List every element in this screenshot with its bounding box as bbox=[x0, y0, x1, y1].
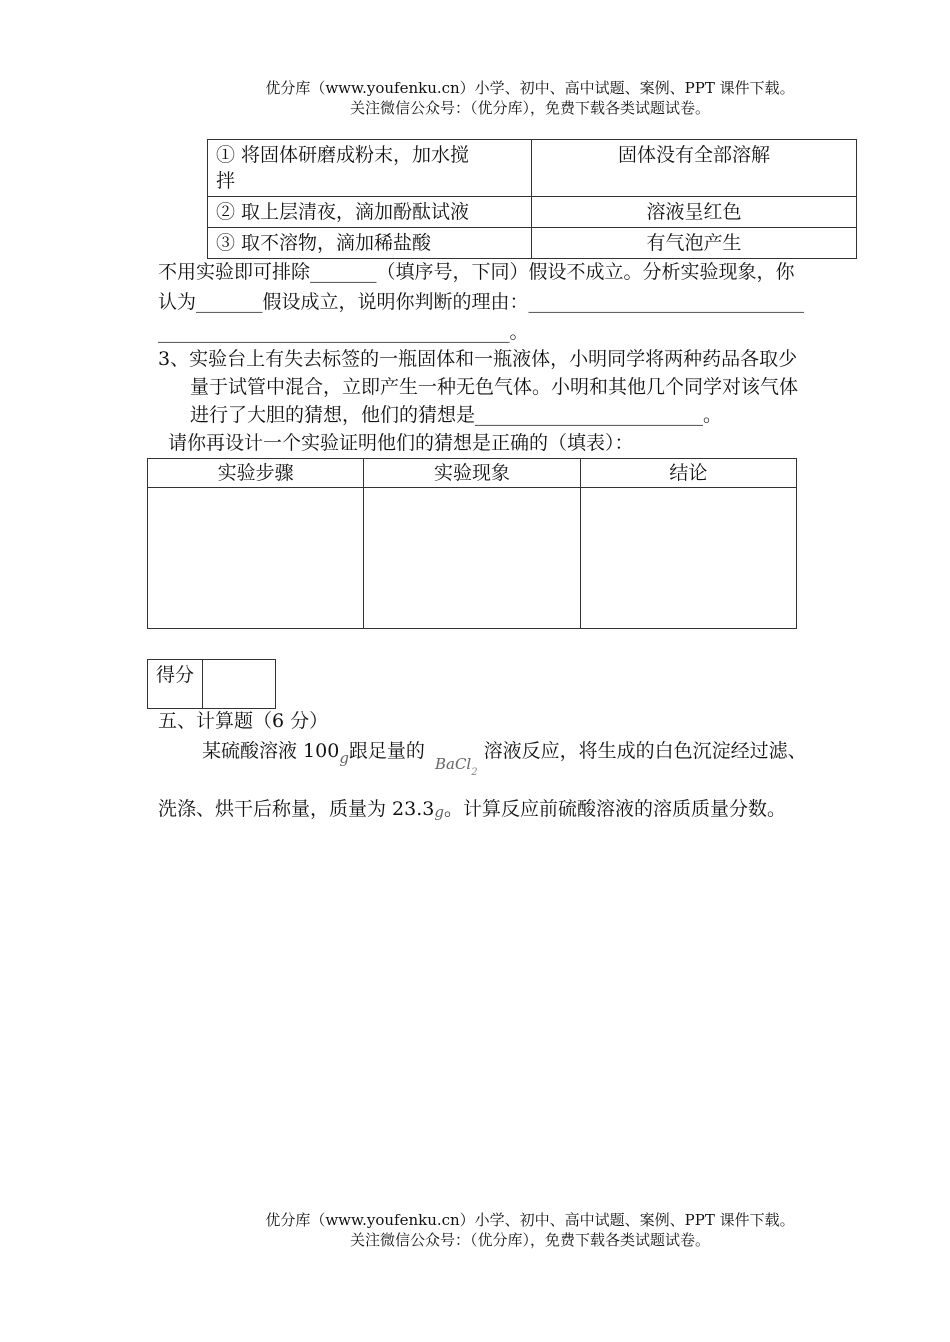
q2-line-3: _____________________________________。 bbox=[158, 321, 529, 343]
blank-cell[interactable] bbox=[364, 488, 580, 629]
unit-g: g bbox=[434, 803, 444, 821]
table-row bbox=[208, 228, 857, 259]
q3-line-2: 量于试管中混合，立即产生一种无色气体。小明和其他几个同学对该气体 bbox=[190, 376, 799, 398]
section5-title: 五、计算题（6 分） bbox=[158, 710, 329, 732]
step-cell: ① 将固体研磨成粉末，加水搅 拌 bbox=[208, 140, 532, 197]
table-row bbox=[148, 488, 797, 629]
experiment-table bbox=[207, 139, 857, 259]
table-header-row bbox=[148, 459, 797, 488]
section5-paragraph-line-1: 某硫酸溶液 $100_g$跟足量的 $_{BaCl_2}$溶液反应，将生成的白色沉淀经过滤、 bbox=[202, 740, 807, 778]
section5-paragraph-line-2: 洗涤、烘干后称量，质量为 23.3g。计算反应前硫酸溶液的溶质质量分数。 bbox=[158, 798, 786, 821]
blank-cell[interactable] bbox=[580, 488, 796, 629]
score-label: 得分 bbox=[148, 660, 203, 709]
result-cell: 固体没有全部溶解 bbox=[532, 140, 857, 197]
page-footer bbox=[0, 1210, 950, 1250]
footer-line-2: 关注微信公众号：（优分库），免费下载各类试题试卷。 bbox=[349, 1231, 710, 1249]
unit-g: g bbox=[339, 749, 349, 767]
col-header-steps: 实验步骤 bbox=[148, 459, 364, 488]
footer-line-1: 优分库（www.youfenku.cn）小学、初中、高中试题、案例、PPT 课件下载。 bbox=[265, 1211, 795, 1229]
page-header bbox=[0, 78, 950, 118]
score-field[interactable] bbox=[203, 660, 276, 709]
blank-cell[interactable] bbox=[148, 488, 364, 629]
score-box bbox=[147, 659, 276, 709]
formula-bacl2: BaCl2 bbox=[434, 755, 478, 778]
q3-line-3: 进行了大胆的猜想，他们的猜想是________________________。 bbox=[190, 404, 723, 426]
header-line-1: 优分库（www.youfenku.cn）小学、初中、高中试题、案例、PPT 课件下载。 bbox=[265, 79, 795, 97]
table-row bbox=[208, 140, 857, 197]
q2-line-1: 不用实验即可排除_______（填序号，下同）假设不成立。分析实验现象，你 bbox=[158, 261, 795, 283]
design-table bbox=[147, 458, 797, 629]
q3-line-4: 请你再设计一个实验证明他们的猜想是正确的（填表）： bbox=[168, 432, 634, 454]
header-line-2: 关注微信公众号：（优分库），免费下载各类试题试卷。 bbox=[349, 99, 710, 117]
step-cell: ③ 取不溶物，滴加稀盐酸 bbox=[208, 228, 532, 259]
col-header-conclusion: 结论 bbox=[580, 459, 796, 488]
col-header-phenomenon: 实验现象 bbox=[364, 459, 580, 488]
result-cell: 溶液呈红色 bbox=[532, 197, 857, 228]
step-cell: ② 取上层清夜，滴加酚酞试液 bbox=[208, 197, 532, 228]
q3-line-1: 3、实验台上有失去标签的一瓶固体和一瓶液体，小明同学将两种药品各取少 bbox=[158, 348, 798, 370]
q2-line-2: 认为_______假设成立，说明你判断的理由：_____________________________ bbox=[158, 291, 805, 313]
result-cell: 有气泡产生 bbox=[532, 228, 857, 259]
table-row bbox=[208, 197, 857, 228]
